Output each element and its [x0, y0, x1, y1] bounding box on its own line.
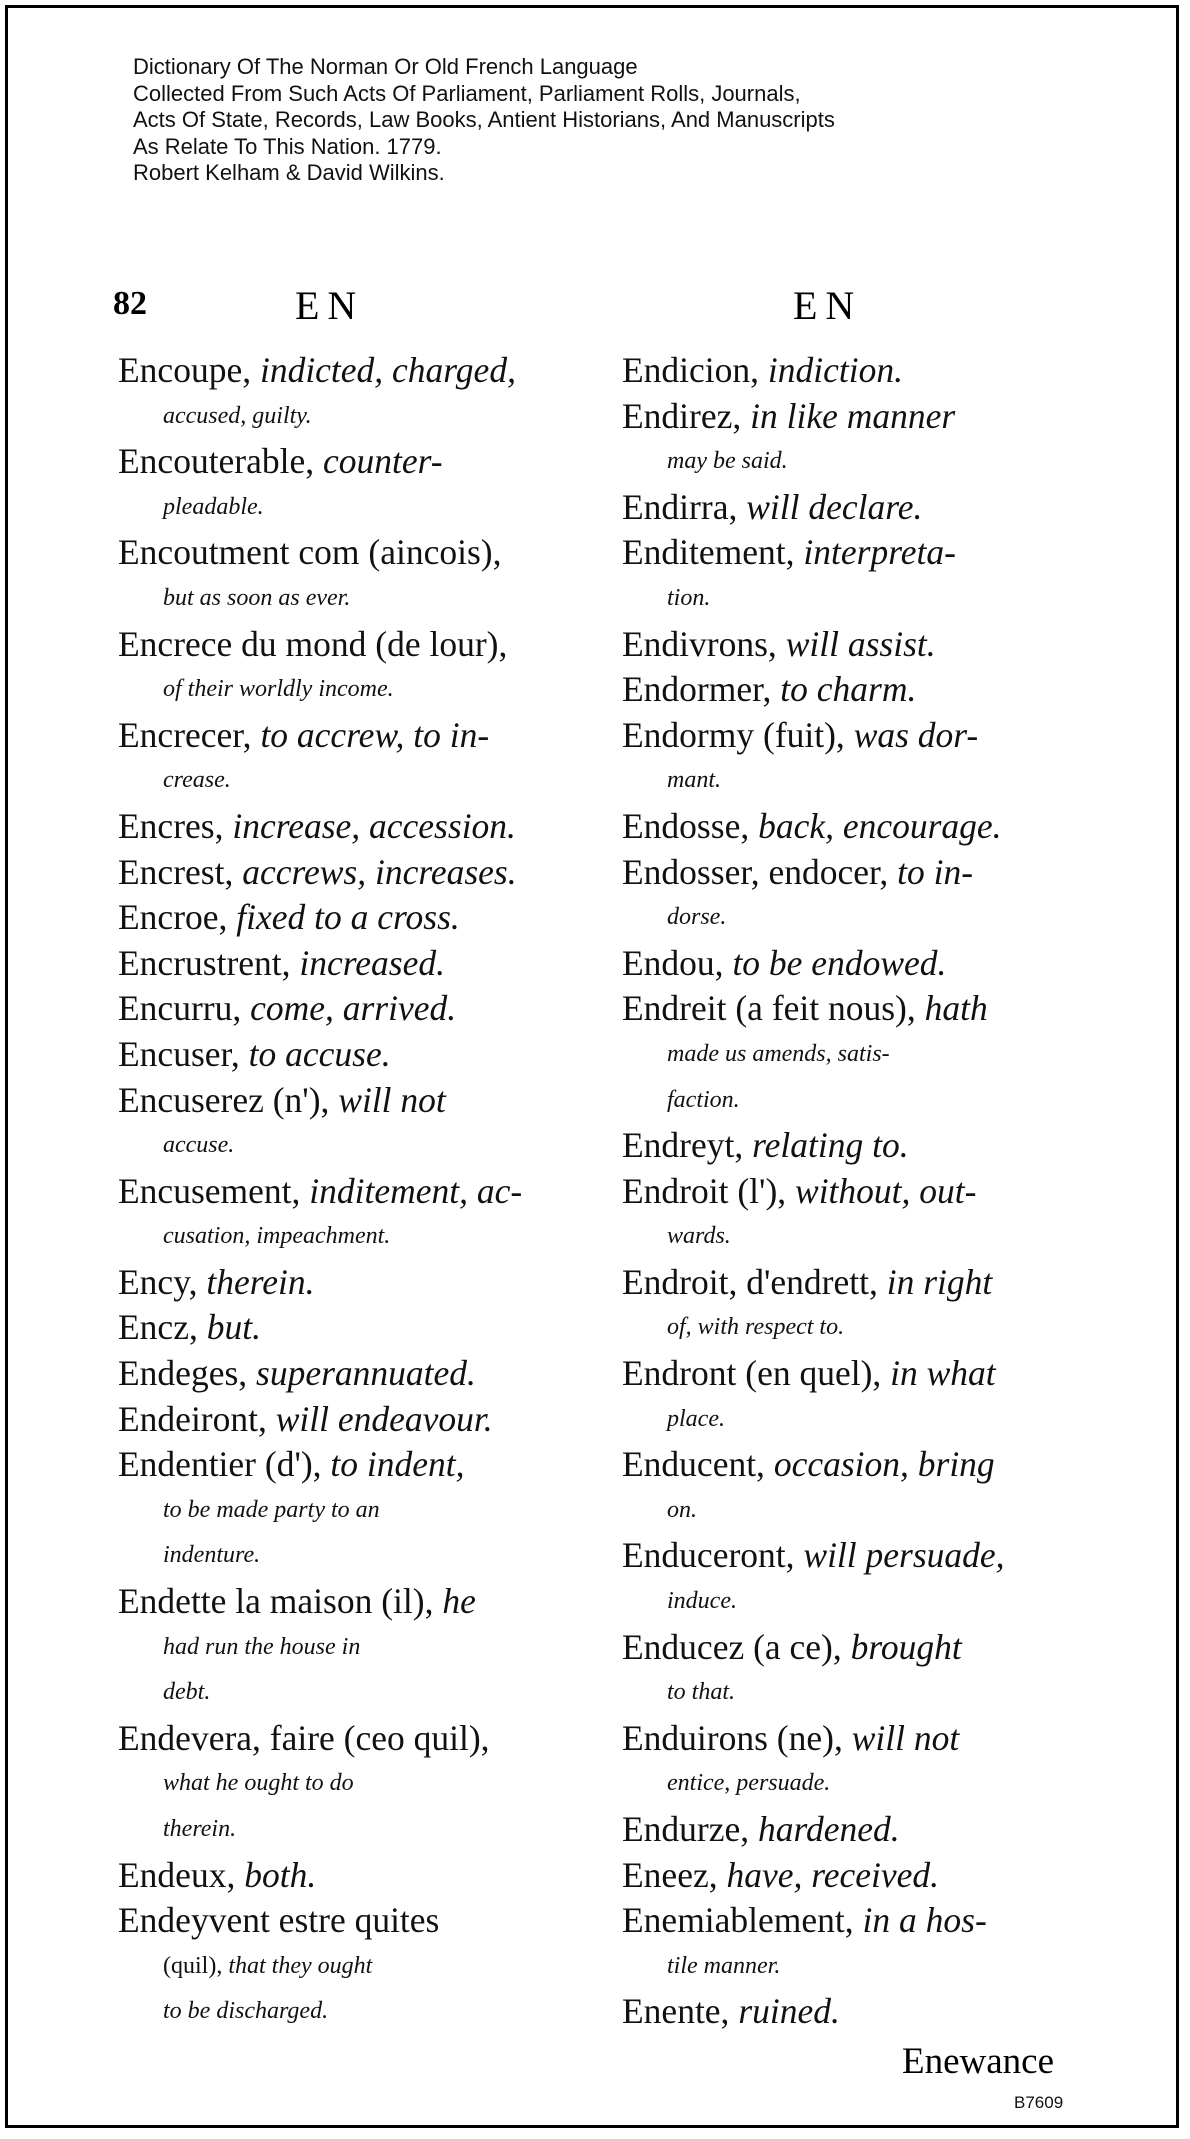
- entry-first-line: [622, 622, 1084, 668]
- entry-definition: debt.: [163, 1679, 211, 1706]
- entry-first-line: [622, 1123, 1084, 1169]
- entry-definition: fixed to a cross.: [236, 897, 460, 938]
- entry-headword: Endormer,: [622, 669, 781, 710]
- dictionary-entry: [622, 485, 1084, 531]
- entry-continuation-line: [622, 1214, 1084, 1260]
- entry-headword: Encrustrent,: [118, 942, 300, 983]
- dictionary-entry: [118, 1716, 580, 1853]
- entry-definition: that they ought: [228, 1952, 373, 1979]
- entry-headword: Endosse,: [622, 805, 759, 846]
- entry-definition: brought: [850, 1626, 962, 1667]
- entry-definition: to indent,: [330, 1444, 465, 1485]
- entry-definition: will declare.: [746, 486, 923, 527]
- dictionary-entry: [622, 1442, 1084, 1533]
- entry-first-line: [622, 804, 1084, 850]
- dictionary-entry: [622, 713, 1084, 804]
- entry-first-line: [118, 530, 580, 576]
- entry-definition: but.: [206, 1307, 261, 1348]
- dictionary-entry: [118, 1169, 580, 1260]
- header-line: Robert Kelham & David Wilkins.: [133, 160, 445, 185]
- entry-first-line: [118, 1898, 580, 1944]
- entry-headword: Encuserez (n'),: [118, 1079, 339, 1120]
- entry-headword: Endou,: [622, 942, 733, 983]
- entry-definition: in what: [890, 1353, 996, 1394]
- entry-first-line: [118, 622, 580, 668]
- entry-headword: Endroit (l'),: [622, 1170, 796, 1211]
- entry-definition: accrews, increases.: [242, 851, 517, 892]
- dictionary-entry: [622, 804, 1084, 850]
- entry-continuation-line: [118, 1625, 580, 1671]
- entry-definition: entice, persuade.: [667, 1770, 831, 1797]
- dictionary-entry: [622, 1898, 1084, 1989]
- dictionary-entry: [118, 439, 580, 530]
- entry-first-line: [118, 850, 580, 896]
- entry-headword: Ency,: [118, 1261, 207, 1302]
- dictionary-entry: [622, 1351, 1084, 1442]
- entry-first-line: [622, 394, 1084, 440]
- entry-first-line: [118, 713, 580, 759]
- right-column: [622, 348, 1084, 2035]
- entry-definition: made us amends, satis-: [667, 1040, 890, 1067]
- entry-continuation-line: [622, 439, 1084, 485]
- entry-headword: Endeyvent estre quites: [118, 1900, 440, 1941]
- entry-definition: therein.: [163, 1816, 237, 1842]
- entry-definition: increase, accession.: [232, 805, 516, 846]
- entry-first-line: [118, 1853, 580, 1899]
- entry-headword: Eneez,: [622, 1854, 727, 1895]
- entry-continuation-line: [622, 1761, 1084, 1807]
- entry-first-line: [622, 530, 1084, 576]
- entry-definition: he: [442, 1581, 476, 1622]
- entry-headword: Enduirons (ne),: [622, 1717, 852, 1758]
- entry-definition: to be discharged.: [163, 1998, 329, 2025]
- dictionary-entry: [118, 895, 580, 941]
- catchword: Enewance: [902, 2041, 1055, 2082]
- entry-first-line: [622, 1716, 1084, 1762]
- entry-headword: Encrecer,: [118, 714, 261, 755]
- entry-definition: back, encourage.: [758, 805, 1002, 846]
- dictionary-entry: [118, 1078, 580, 1169]
- dictionary-entry: [118, 850, 580, 896]
- entry-definition: of their worldly income.: [163, 676, 394, 703]
- dictionary-entry: [622, 348, 1084, 394]
- entry-continuation-line: [622, 1305, 1084, 1351]
- dictionary-entry: [118, 713, 580, 804]
- entry-definition: mant.: [667, 767, 721, 794]
- entry-headword: Encurru,: [118, 988, 251, 1029]
- entry-definition: will not: [338, 1079, 446, 1120]
- entry-definition: relating to.: [752, 1125, 909, 1166]
- entry-continuation-line: [118, 1533, 580, 1579]
- dictionary-entry: [622, 1716, 1084, 1807]
- right-column-heading: EN: [793, 283, 863, 328]
- entry-headword: Endicion,: [622, 350, 768, 390]
- entry-definition: to charm.: [780, 669, 917, 710]
- entry-definition: occasion, bring: [773, 1444, 995, 1485]
- entry-continuation-line: [118, 1123, 580, 1169]
- dictionary-entry: [118, 804, 580, 850]
- entry-continuation-line: [118, 1989, 580, 2035]
- entry-first-line: [622, 1351, 1084, 1397]
- dictionary-entry: [118, 530, 580, 621]
- entry-first-line: [118, 1716, 580, 1762]
- entry-headword: Endurze,: [622, 1809, 759, 1849]
- dictionary-entry: [118, 1351, 580, 1397]
- entry-definition: dorse.: [667, 904, 727, 931]
- dictionary-entry: [118, 986, 580, 1032]
- entry-definition: indenture.: [163, 1542, 261, 1569]
- entry-definition: counter-: [323, 441, 443, 482]
- entry-definition: come, arrived.: [250, 988, 457, 1029]
- entry-definition: ruined.: [738, 1991, 840, 2032]
- entry-definition: to be endowed.: [732, 942, 947, 983]
- dictionary-entry: [622, 850, 1084, 941]
- entry-headword: Encouterable,: [118, 441, 324, 482]
- entry-definition: wards.: [667, 1223, 731, 1250]
- entry-continuation-line: [118, 1488, 580, 1534]
- entry-first-line: [118, 986, 580, 1032]
- entry-definition: but as soon as ever.: [163, 584, 351, 611]
- entry-definition: crease.: [163, 767, 231, 794]
- entry-first-line: [622, 986, 1084, 1032]
- entry-first-line: [118, 1260, 580, 1306]
- entry-continuation-line: [118, 1214, 580, 1260]
- entry-continuation-line: [622, 895, 1084, 941]
- entry-continuation-line: [118, 485, 580, 531]
- entry-headword: Endeiront,: [118, 1398, 276, 1439]
- entry-first-line: [622, 1898, 1084, 1944]
- entry-first-line: [622, 1625, 1084, 1671]
- entry-definition: indicted, charged,: [259, 350, 516, 390]
- entry-first-line: [118, 439, 580, 485]
- entry-continuation-line: [118, 667, 580, 713]
- entry-headword: Endreit (a feit nous),: [622, 988, 925, 1029]
- entry-definition: will not: [851, 1717, 960, 1758]
- entry-first-line: [622, 713, 1084, 759]
- entry-first-line: [622, 1807, 1084, 1853]
- dictionary-entry: [622, 394, 1084, 485]
- dictionary-entry: [118, 1442, 580, 1579]
- entry-headword: Encuser,: [118, 1033, 249, 1074]
- entry-first-line: [118, 895, 580, 941]
- dictionary-entry: [622, 1169, 1084, 1260]
- entry-continuation-line: [622, 1397, 1084, 1443]
- dictionary-entry: [622, 1533, 1084, 1624]
- entry-headword: Encusement,: [118, 1170, 310, 1211]
- entry-first-line: [118, 941, 580, 987]
- entry-headword: Endosser, endocer,: [622, 851, 898, 892]
- left-column-heading: EN: [295, 283, 365, 328]
- entry-definition: both.: [244, 1854, 317, 1895]
- entry-definition: may be said.: [667, 448, 788, 475]
- entry-headword: Endroit, d'endrett,: [622, 1261, 887, 1302]
- entry-continuation-line: [622, 1670, 1084, 1716]
- entry-headword: Encroe,: [118, 897, 237, 938]
- entry-definition: without, out-: [795, 1170, 977, 1211]
- dictionary-entry: [622, 1989, 1084, 2035]
- entry-definition: therein.: [206, 1261, 315, 1302]
- entry-headword: Enducent,: [622, 1444, 774, 1485]
- page-number: 82: [113, 285, 147, 322]
- entry-continuation-line: [118, 1761, 580, 1807]
- entry-continuation-line: [622, 1488, 1084, 1534]
- dictionary-entry: [118, 941, 580, 987]
- entry-headword: Endeux,: [118, 1854, 245, 1895]
- entry-first-line: [118, 1305, 580, 1351]
- entry-definition: increased.: [299, 942, 445, 983]
- entry-first-line: [622, 667, 1084, 713]
- entry-definition: on.: [667, 1496, 697, 1523]
- dictionary-entry: [118, 1260, 580, 1306]
- entry-definition: what he ought to do: [163, 1770, 354, 1797]
- entry-definition: accused, guilty.: [163, 402, 312, 429]
- entry-definition: to accuse.: [248, 1033, 391, 1074]
- entry-definition: will endeavour.: [275, 1398, 493, 1439]
- entry-first-line: [118, 1169, 580, 1215]
- dictionary-entry: [118, 1032, 580, 1078]
- entry-definition: had run the house in: [163, 1633, 361, 1660]
- entry-definition: to be made party to an: [163, 1496, 380, 1523]
- entry-first-line: [622, 348, 1084, 394]
- entry-headword: Endront (en quel),: [622, 1353, 891, 1394]
- dictionary-entry: [622, 986, 1084, 1123]
- entry-definition: inditement, ac-: [309, 1170, 523, 1211]
- dictionary-entry: [622, 530, 1084, 621]
- entry-first-line: [622, 1169, 1084, 1215]
- entry-headword: Encoupe,: [118, 350, 260, 390]
- entry-continuation-line: [118, 1944, 580, 1990]
- entry-headword: Enditement,: [622, 532, 804, 573]
- entry-definition: in like manner: [750, 395, 956, 436]
- entry-definition: to accrew, to in-: [260, 714, 490, 755]
- entry-continuation-line: [622, 1579, 1084, 1625]
- entry-definition: was dor-: [853, 714, 979, 755]
- entry-definition: of, with respect to.: [667, 1314, 845, 1341]
- entry-first-line: [622, 850, 1084, 896]
- entry-continuation-line: [118, 394, 580, 440]
- entry-headword: Endivrons,: [622, 623, 786, 664]
- dictionary-entry: [622, 667, 1084, 713]
- entry-definition: interpreta-: [803, 532, 956, 573]
- entry-continuation-line: [622, 758, 1084, 804]
- entry-first-line: [118, 1032, 580, 1078]
- entry-definition: hath: [924, 988, 988, 1029]
- dictionary-entry: [118, 1898, 580, 2035]
- entry-definition: have, received.: [726, 1854, 940, 1895]
- entry-definition: cusation, impeachment.: [163, 1223, 391, 1250]
- entry-definition: place.: [667, 1405, 725, 1432]
- entry-first-line: [118, 1351, 580, 1397]
- dictionary-entry: [622, 622, 1084, 668]
- entry-first-line: [622, 1989, 1084, 2035]
- entry-definition: hardened.: [758, 1809, 900, 1849]
- entry-continuation-line: [118, 1670, 580, 1716]
- header-line: Acts Of State, Records, Law Books, Antient Historians, And Manuscripts: [133, 107, 835, 132]
- entry-headword: Enente,: [622, 1991, 739, 2032]
- entry-headword: Endette la maison (il),: [118, 1581, 443, 1622]
- dictionary-entry: [118, 622, 580, 713]
- dictionary-entry: [118, 1397, 580, 1443]
- entry-definition: accuse.: [163, 1132, 235, 1159]
- entry-headword-continuation: (quil),: [163, 1952, 229, 1979]
- entry-headword: Endormy (fuit),: [622, 714, 854, 755]
- dictionary-entry: [118, 348, 580, 439]
- dictionary-entry: [622, 1123, 1084, 1169]
- entry-headword: Enduceront,: [622, 1535, 804, 1576]
- entry-definition: tion.: [667, 584, 711, 611]
- entry-first-line: [118, 804, 580, 850]
- entry-first-line: [622, 941, 1084, 987]
- header-line: Dictionary Of The Norman Or Old French Language: [133, 54, 638, 79]
- reference-code: B7609: [1014, 2093, 1064, 2112]
- entry-headword: Endirra,: [622, 486, 747, 527]
- entry-definition: indiction.: [767, 350, 904, 390]
- entry-headword: Enemiablement,: [622, 1900, 863, 1941]
- header-line: As Relate To This Nation. 1779.: [133, 133, 442, 159]
- entry-definition: in a hos-: [862, 1900, 987, 1941]
- dictionary-entry: [118, 1305, 580, 1351]
- entry-continuation-line: [118, 576, 580, 622]
- entry-first-line: [118, 1442, 580, 1488]
- entry-headword: Endevera, faire (ceo quil),: [118, 1717, 490, 1758]
- entry-continuation-line: [622, 1032, 1084, 1078]
- entry-headword: Encz,: [118, 1307, 207, 1348]
- entry-definition: superannuated.: [256, 1353, 476, 1394]
- entry-definition: faction.: [667, 1086, 740, 1113]
- dictionary-entry: [118, 1853, 580, 1899]
- entry-continuation-line: [622, 576, 1084, 622]
- entry-first-line: [622, 1442, 1084, 1488]
- entry-headword: Endeges,: [118, 1353, 257, 1394]
- entry-continuation-line: [118, 758, 580, 804]
- entry-headword: Enducez (a ce),: [622, 1626, 851, 1667]
- dictionary-entry: [622, 1625, 1084, 1716]
- entry-first-line: [622, 485, 1084, 531]
- entry-continuation-line: [118, 1807, 580, 1853]
- entry-headword: Encres,: [118, 805, 233, 846]
- entry-definition: to in-: [897, 851, 974, 892]
- entry-definition: to that.: [667, 1679, 736, 1706]
- entry-first-line: [118, 1579, 580, 1625]
- entry-first-line: [622, 1853, 1084, 1899]
- entry-continuation-line: [622, 1944, 1084, 1990]
- entry-definition: will persuade,: [803, 1535, 1005, 1576]
- entry-first-line: [118, 1078, 580, 1124]
- entry-headword: Endirez,: [622, 395, 751, 436]
- dictionary-entry: [622, 1807, 1084, 1853]
- entry-definition: in right: [886, 1261, 993, 1302]
- entry-definition: tile manner.: [667, 1952, 781, 1979]
- dictionary-entry: [622, 1853, 1084, 1899]
- entry-first-line: [622, 1533, 1084, 1579]
- entry-headword: Encrece du mond (de lour),: [118, 623, 508, 664]
- entry-first-line: [622, 1260, 1084, 1306]
- entry-first-line: [118, 348, 580, 394]
- entry-definition: induce.: [667, 1588, 737, 1615]
- entry-headword: Encrest,: [118, 851, 243, 892]
- entry-continuation-line: [622, 1078, 1084, 1124]
- dictionary-entry: [622, 941, 1084, 987]
- dictionary-entry: [622, 1260, 1084, 1351]
- entry-first-line: [118, 1397, 580, 1443]
- page-header-citation: [133, 54, 1033, 187]
- entry-definition: pleadable.: [163, 493, 264, 520]
- header-line: Collected From Such Acts Of Parliament, Parliament Rolls, Journals,: [133, 80, 801, 106]
- entry-headword: Endentier (d'),: [118, 1444, 331, 1485]
- entry-definition: will assist.: [785, 623, 936, 664]
- dictionary-entry: [118, 1579, 580, 1716]
- entry-headword: Endreyt,: [622, 1125, 753, 1166]
- entry-headword: Encoutment com (aincois),: [118, 532, 502, 573]
- left-column: [118, 348, 580, 2035]
